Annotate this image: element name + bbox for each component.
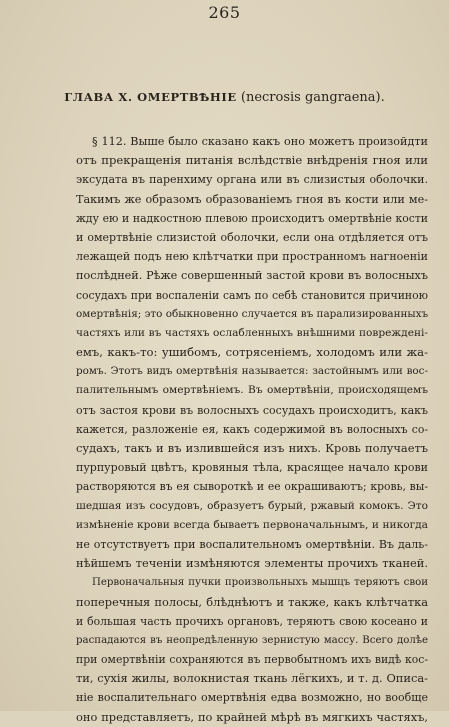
chapter-latin-subtitle: (necrosis gangraena). bbox=[240, 90, 385, 105]
text-line: частяхъ или въ частяхъ ослабленныхъ внѣшними повреждені- bbox=[76, 326, 428, 339]
text-line: Такимъ же образомъ образованіемъ гноя въ кости или ме- bbox=[76, 192, 428, 206]
chapter-title: ГЛАВА X. ОМЕРТВѢНІЕ bbox=[64, 90, 237, 104]
text-line: судахъ, такъ и въ излившейся изъ нихъ. Кровь получаетъ bbox=[76, 441, 428, 455]
text-line: отъ прекращенія питанія вслѣдствіе внѣдренія гноя или bbox=[76, 153, 428, 168]
text-line: растворяются въ ея сывороткѣ и ее окрашиваютъ; кровь, вы- bbox=[76, 480, 428, 494]
text-line: ніе воспалительнаго омертвѣнія едва возможно, но вообще bbox=[76, 691, 428, 705]
text-line: оно представляетъ, по крайней мѣрѣ въ мягкихъ частяхъ, bbox=[76, 709, 428, 724]
text-line: лежащей подъ нею клѣтчатки при пространномъ нагноеніи bbox=[76, 250, 428, 264]
chapter-heading bbox=[0, 90, 449, 105]
text-line: омертвѣнія; это обыкновенно случается въ парализированныхъ bbox=[76, 307, 428, 320]
text-line: кажется, разложеніе ея, какъ содержимой въ волосныхъ со- bbox=[76, 422, 428, 436]
text-line: послѣдней. Рѣже совершенный застой крови въ волосныхъ bbox=[76, 269, 428, 283]
text-line: и омертвѣніе слизистой оболочки, если она отдѣляется отъ bbox=[76, 230, 428, 244]
text-line: § 112. Выше было сказано какъ оно можетъ произойдти bbox=[92, 135, 428, 148]
text-line: пурпуровый цвѣтъ, кровяныя тѣла, красящее начало крови bbox=[76, 461, 428, 475]
text-line: жду ею и надкостною плевою происходитъ омертвѣніе кости bbox=[76, 211, 428, 225]
text-line: эксудата въ паренхиму органа или въ слизистыя оболочки. bbox=[76, 173, 428, 187]
text-line: Первоначальныя пучки произвольныхъ мышцъ теряютъ свои bbox=[92, 577, 428, 589]
page-number: 265 bbox=[208, 3, 241, 22]
text-line: распадаются въ неопредѣленную зернистую массу. Всего долѣе bbox=[76, 634, 428, 646]
body-text bbox=[76, 132, 428, 727]
text-line: измѣненіе крови всегда бываетъ первоначальнымъ, и никогда bbox=[76, 518, 428, 531]
text-line: ти, сухія жилы, волокнистая ткань лёгкихъ, и т. д. Описа- bbox=[76, 671, 428, 686]
text-line: ромъ. Этотъ видъ омертвѣнія называется: застойнымъ или вос- bbox=[76, 365, 428, 378]
text-line: шедшая изъ сосудовъ, образуетъ бурый, ржавый комокъ. Это bbox=[76, 499, 428, 512]
text-line: при омертвѣніи сохраняются въ первобытномъ ихъ видѣ кос- bbox=[76, 653, 428, 667]
text-line: нѣйшемъ теченіи измѣняются элементы прочихъ тканей. bbox=[76, 556, 428, 571]
text-line: отъ застоя крови въ волосныхъ сосудахъ происходитъ, какъ bbox=[76, 403, 428, 417]
text-line: сосудахъ при воспаленіи самъ по себѣ становится причиною bbox=[76, 288, 428, 302]
text-line: палительнымъ омертвѣніемъ. Въ омертвѣніи, происходящемъ bbox=[76, 384, 428, 397]
text-line: и большая часть прочихъ органовъ, теряютъ свою косеано и bbox=[76, 614, 428, 628]
text-line: не отсутствуетъ при воспалительномъ омертвѣніи. Въ даль- bbox=[76, 537, 428, 551]
text-line: поперечныя полосы, блѣднѣютъ и также, какъ клѣтчатка bbox=[76, 594, 428, 609]
text-line: емъ, какъ-то: ушибомъ, сотрясеніемъ, холодомъ или жа- bbox=[76, 345, 428, 360]
